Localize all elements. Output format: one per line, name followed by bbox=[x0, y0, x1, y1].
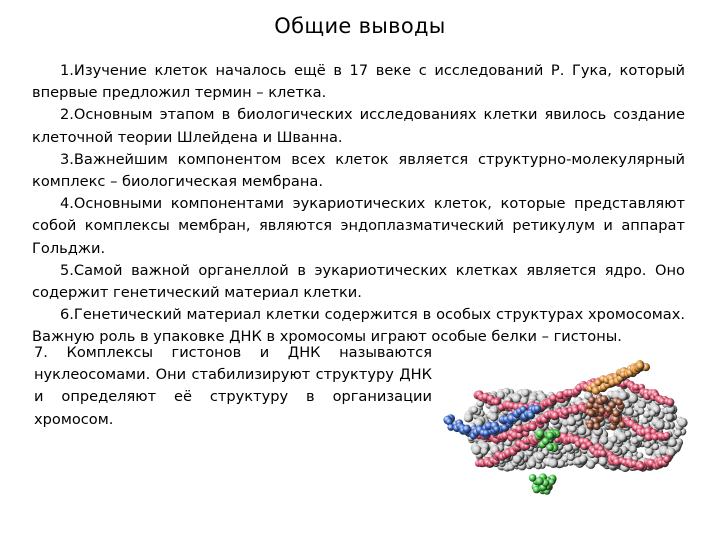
conclusion-item-7-block bbox=[34, 342, 432, 431]
atom-sphere bbox=[625, 430, 632, 437]
atom-sphere bbox=[600, 395, 608, 403]
atom-sphere bbox=[600, 450, 607, 457]
atom-sphere bbox=[549, 458, 559, 468]
conclusion-item-2: 2.Основным этапом в биологических исследованиях клетки явилось создание клеточной теории Шлейдена и Шванна. bbox=[32, 106, 685, 146]
atom-sphere bbox=[472, 445, 482, 455]
conclusion-item-1: 1.Изучение клеток началось ещё в 17 веке с исследований Р. Гука, который впервые предложил термин – клетка. bbox=[32, 62, 685, 102]
atom-sphere bbox=[593, 423, 601, 431]
atom-sphere bbox=[629, 445, 637, 453]
atom-sphere bbox=[628, 394, 638, 404]
atom-sphere bbox=[641, 417, 648, 424]
atom-sphere bbox=[587, 423, 594, 430]
atom-sphere bbox=[616, 399, 623, 406]
atom-sphere bbox=[529, 423, 537, 431]
nucleosome-model-image bbox=[440, 350, 702, 510]
atom-sphere bbox=[493, 399, 500, 406]
atom-sphere bbox=[587, 460, 596, 469]
atom-sphere bbox=[675, 429, 682, 436]
atom-sphere bbox=[481, 447, 489, 455]
atom-sphere bbox=[493, 426, 500, 433]
atom-sphere bbox=[464, 413, 473, 422]
slide-title: Общие выводы bbox=[274, 14, 446, 38]
conclusion-item-6: 6.Генетический материал клетки содержится в особых структурах хромосомах. Важную роль в упаковке ДНК в хромосомы играют особые белки – гистоны. bbox=[32, 306, 685, 346]
atom-sphere bbox=[638, 463, 645, 470]
conclusion-item-7: 7. Комплексы гистонов и ДНК называются нуклеосомами. Они стабилизируют структуру ДНК и определяют её структуру в организации хромосом. bbox=[34, 344, 432, 428]
atom-sphere bbox=[471, 406, 478, 413]
atom-sphere bbox=[535, 477, 543, 485]
atom-sphere bbox=[612, 446, 619, 453]
atom-sphere bbox=[663, 432, 670, 439]
conclusions-list bbox=[32, 60, 685, 349]
atom-sphere bbox=[638, 408, 645, 415]
atom-sphere bbox=[666, 413, 674, 421]
nucleosome-molecule-drawing bbox=[440, 350, 702, 510]
atom-sphere bbox=[557, 460, 565, 468]
atom-sphere bbox=[613, 409, 621, 417]
atom-sphere bbox=[536, 452, 545, 461]
atom-sphere bbox=[599, 457, 608, 466]
atom-sphere bbox=[529, 474, 537, 482]
atom-sphere bbox=[645, 448, 653, 456]
conclusion-item-5: 5.Самой важной органеллой в эукариотических клетках является ядро. Оно содержит генетический материал клетки. bbox=[32, 261, 685, 302]
atom-sphere bbox=[636, 362, 644, 370]
atom-sphere bbox=[542, 437, 550, 445]
atom-sphere bbox=[588, 409, 595, 416]
atom-sphere bbox=[567, 454, 574, 461]
atom-sphere bbox=[536, 430, 544, 438]
conclusion-item-4: 4.Основными компонентами эукариотических клеток, которые представляют собой комплексы мембран, являются эндоплазматический ретикулум и аппарат Гольджи. bbox=[32, 195, 685, 257]
atom-sphere bbox=[489, 413, 497, 421]
atom-sphere bbox=[569, 425, 577, 433]
atom-sphere bbox=[625, 407, 634, 416]
atom-sphere bbox=[667, 399, 675, 407]
atom-sphere bbox=[655, 420, 664, 429]
conclusion-item-3: 3.Важнейшим компонентом всех клеток является структурно-молекулярный комплекс – биологическая мембрана. bbox=[32, 150, 685, 191]
atom-sphere bbox=[546, 444, 553, 451]
atom-sphere bbox=[588, 396, 595, 403]
atom-sphere bbox=[649, 410, 656, 417]
atom-sphere bbox=[678, 418, 688, 428]
atom-sphere bbox=[513, 455, 522, 464]
atom-sphere bbox=[652, 443, 659, 450]
atom-sphere bbox=[512, 394, 521, 403]
atom-sphere bbox=[644, 441, 651, 448]
atom-sphere bbox=[605, 406, 612, 413]
atom-sphere bbox=[619, 421, 626, 428]
atom-sphere bbox=[599, 407, 606, 414]
atom-sphere bbox=[534, 405, 541, 412]
atom-sphere bbox=[528, 460, 536, 468]
atom-sphere bbox=[463, 425, 471, 433]
atom-sphere bbox=[600, 436, 609, 445]
atom-sphere bbox=[564, 443, 573, 452]
atom-sphere bbox=[577, 426, 586, 435]
atom-sphere bbox=[663, 456, 671, 464]
atom-sphere bbox=[668, 438, 677, 447]
